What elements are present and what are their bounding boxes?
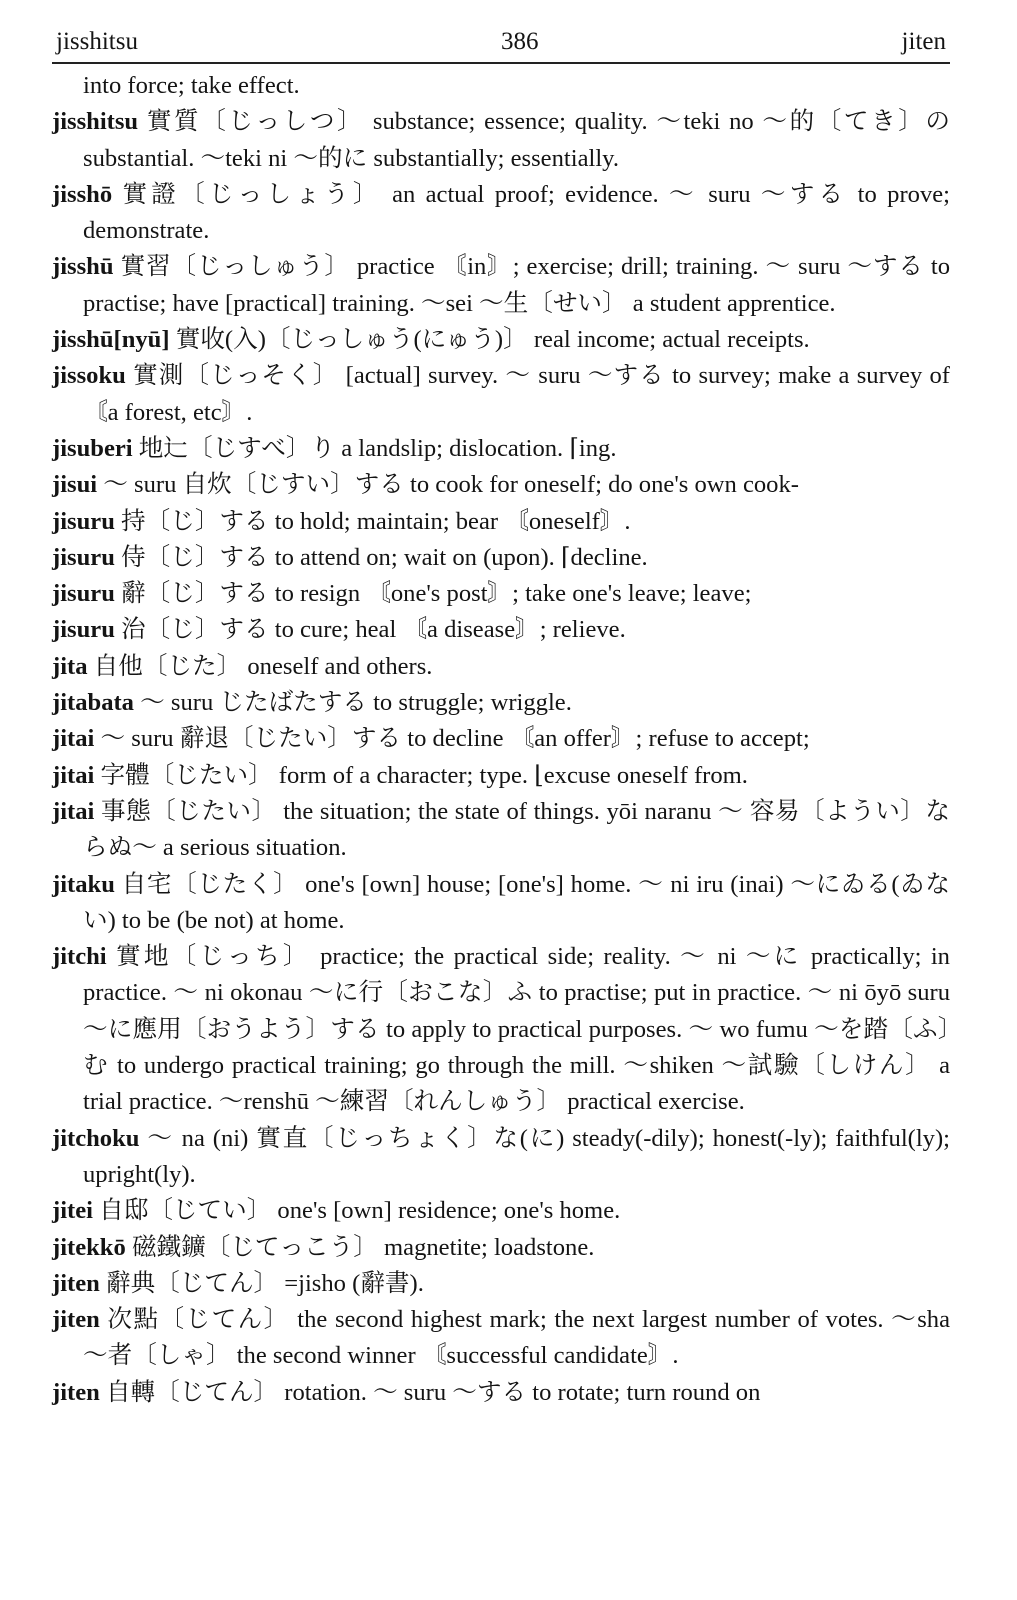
entry-text: 實測〔じっそく〕 [actual] survey. ～ suru ～する to survey; make a survey of 〘a forest, etc〙. xyxy=(83,362,950,426)
entry xyxy=(52,249,950,322)
entry xyxy=(52,794,950,867)
entry-text: 自他〔じた〕 oneself and others. xyxy=(93,652,433,680)
entry-headword: jisuru xyxy=(52,580,115,608)
entry xyxy=(52,1121,950,1194)
entry xyxy=(52,867,950,940)
page-number: 386 xyxy=(501,28,539,55)
entry-headword: jitabata xyxy=(52,689,134,717)
entry-text: 次點〔じてん〕 the second highest mark; the next largest number of votes. ～sha ～者〔しゃ〕 the second winner 〘successful candidate〙. xyxy=(83,1306,951,1370)
entry-text: ～ suru 自炊〔じすい〕する to cook for oneself; do one's own cook- xyxy=(103,471,799,499)
entry-text: 自轉〔じてん〕 rotation. ～ suru ～する to rotate; turn round on xyxy=(105,1378,761,1406)
entry-text: 辭典〔じてん〕 =jisho (辭書). xyxy=(105,1269,424,1297)
entry xyxy=(52,322,950,358)
entry-text: 辭〔じ〕する to resign 〘one's post〙; take one's leave; leave; xyxy=(121,580,752,608)
entry-headword: jisshitsu xyxy=(52,108,139,136)
entry xyxy=(52,431,950,467)
entry-headword: jisuru xyxy=(52,616,115,644)
entry xyxy=(52,1266,950,1302)
entry-headword: jita xyxy=(52,652,88,680)
entry-list xyxy=(52,68,950,1411)
entry-headword: jitai xyxy=(52,761,95,789)
right-guide-word: jiten xyxy=(901,28,946,55)
entry-text: 事態〔じたい〕 the situation; the state of things. yōi naranu ～ 容易〔ようい〕ならぬ～ a serious situation. xyxy=(83,797,950,862)
entry-headword: jisshō xyxy=(52,180,113,208)
entry-headword: jiten xyxy=(52,1378,100,1406)
entry-headword: jiten xyxy=(52,1306,100,1334)
entry-headword: jitei xyxy=(52,1197,93,1225)
entry-text: 實質〔じっしつ〕 substance; essence; quality. ～teki no ～的〔てき〕の substantial. ～teki ni ～的に substantially; essentially. xyxy=(83,108,950,172)
entry xyxy=(52,685,950,721)
entry-headword: jitchi xyxy=(52,943,107,971)
entry-text: 侍〔じ〕する to attend on; wait on (upon). ⌈decline. xyxy=(121,543,648,571)
entry xyxy=(52,177,950,250)
entry xyxy=(52,721,950,757)
entry-text: 自宅〔じたく〕 one's [own] house; [one's] home. ～ ni iru (inai) ～にゐる(ゐない) to be (be not) at home. xyxy=(83,870,950,934)
page-header xyxy=(52,28,950,64)
entry-headword: jisui xyxy=(52,471,98,499)
entry xyxy=(52,1193,950,1229)
entry xyxy=(52,649,950,685)
entry-text: ～ suru じたばたする to struggle; wriggle. xyxy=(140,689,572,717)
entry-headword: jisuru xyxy=(52,507,115,535)
entry xyxy=(52,1302,950,1375)
entry-text: 地辷〔じすべ〕り a landslip; dislocation. ⌈ing. xyxy=(138,434,617,462)
entry-headword: jitchoku xyxy=(52,1124,140,1152)
left-guide-word: jisshitsu xyxy=(56,28,138,55)
entry-text: 實收(入)〔じっしゅう(にゅう)〕 real income; actual receipts. xyxy=(175,326,810,354)
entry-headword: jisshū[nyū] xyxy=(52,326,170,354)
entry-headword: jisshū xyxy=(52,253,114,281)
entry xyxy=(52,1375,950,1411)
entry xyxy=(52,540,950,576)
entry xyxy=(52,576,950,612)
entry-headword: jitekkō xyxy=(52,1233,126,1261)
entry xyxy=(52,358,950,431)
entry-headword: jitaku xyxy=(52,870,115,898)
entry-text: 持〔じ〕する to hold; maintain; bear 〘oneself〙. xyxy=(121,507,631,535)
entry-text: 治〔じ〕する to cure; heal 〘a disease〙; relieve. xyxy=(121,616,626,644)
entry xyxy=(52,467,950,503)
entry-headword: jitai xyxy=(52,797,95,825)
entry-headword: jisuberi xyxy=(52,434,133,462)
entry-text: 字體〔じたい〕 form of a character; type. ⌊excuse oneself from. xyxy=(100,761,748,789)
entry-text: 自邸〔じてい〕 one's [own] residence; one's home. xyxy=(99,1197,621,1225)
entry xyxy=(52,504,950,540)
entry-headword: jisuru xyxy=(52,543,115,571)
entry xyxy=(52,758,950,794)
entry-text: ～ na (ni) 實直〔じっちょく〕な(に) steady(-dily); honest(-ly); faithful(ly); upright(ly). xyxy=(83,1124,950,1188)
entry-text: 實地〔じっち〕 practice; the practical side; reality. ～ ni ～に practically; in practice. ～ ni okonau ～に行〔おこな〕ふ to practise; put in practice. ～ ni ōyō suru ～に應用〔おうよう〕する to apply to practical purposes. ～ wo fumu ～を踏〔ふ〕む to undergo practical training; go through the mill. ～shiken ～試驗〔しけん〕 a trial practice. ～renshū ～練習〔れんしゅう〕 practical exercise. xyxy=(83,943,950,1116)
entry xyxy=(52,612,950,648)
dictionary-page xyxy=(52,28,950,1411)
entry-text: 實習〔じっしゅう〕 practice 〘in〙; exercise; drill; training. ～ suru ～する to practise; have [practical] training. ～sei ～生〔せい〕 a student apprentice. xyxy=(83,253,950,317)
entry xyxy=(52,939,950,1120)
entry-headword: jiten xyxy=(52,1269,100,1297)
entry-text: 實證〔じっしょう〕 an actual proof; evidence. ～ suru ～する to prove; demonstrate. xyxy=(83,180,950,245)
entry xyxy=(52,104,950,177)
entry-headword: jitai xyxy=(52,725,95,753)
entry-text: ～ suru 辭退〔じたい〕する to decline 〘an offer〙; refuse to accept; xyxy=(100,725,810,753)
entry-text: 磁鐵鑛〔じてっこう〕 magnetite; loadstone. xyxy=(131,1233,595,1261)
entry-continuation xyxy=(52,68,950,104)
entry-text: into force; take effect. xyxy=(83,72,300,99)
entry-headword: jissoku xyxy=(52,362,126,390)
entry xyxy=(52,1230,950,1266)
